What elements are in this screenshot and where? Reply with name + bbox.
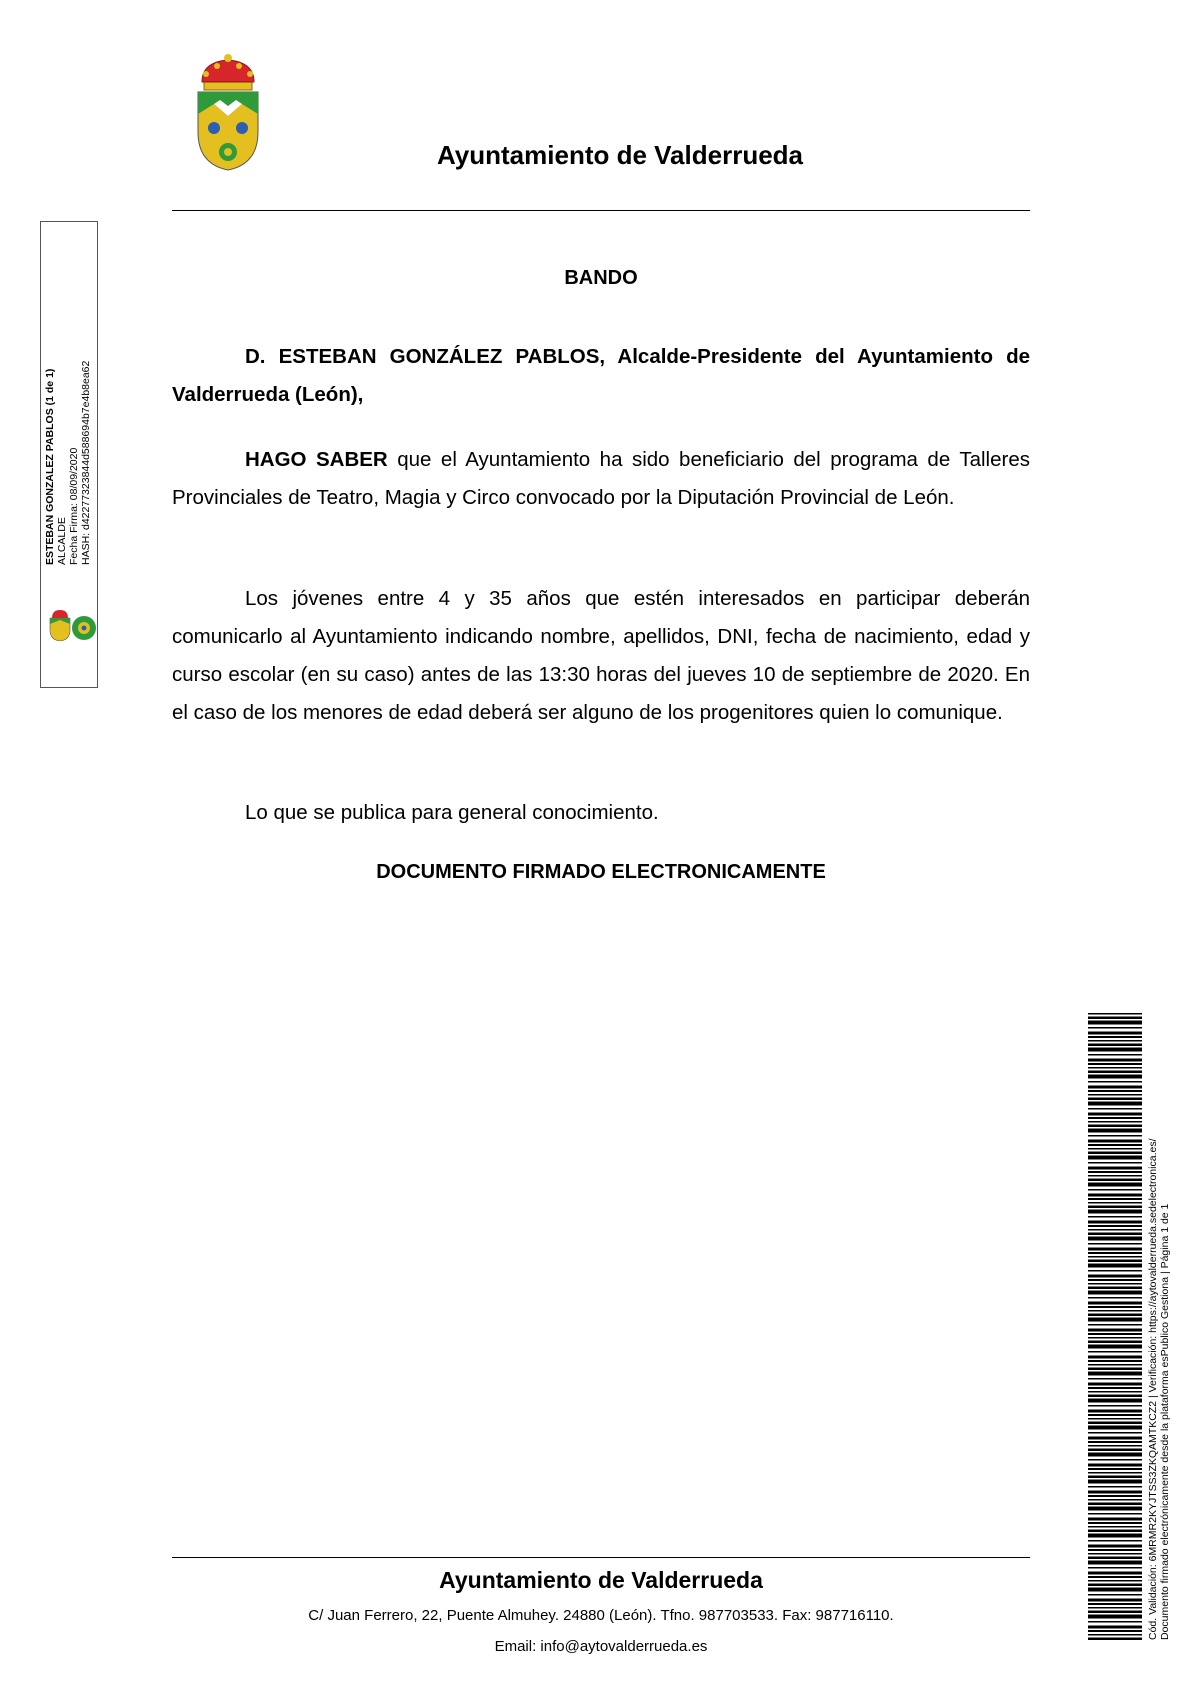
barcode-bar [1088,1291,1142,1295]
barcode-bar [1088,1513,1142,1515]
barcode-bar [1088,1225,1142,1227]
signature-date: Fecha Firma: 08/09/2020 [68,447,80,565]
signed-electronically-note: DOCUMENTO FIRMADO ELECTRONICAMENTE [376,861,826,883]
validation-code-line: Cód. Validación: 6MRMR2KYJTSS3ZKQAMTKCZ2 | Verificación: https://aytovalderrueda.sedelectronica.es/ [1147,1138,1159,1640]
barcode-bar [1088,1522,1142,1524]
barcode-bar [1088,1125,1142,1128]
barcode-bar [1088,1437,1142,1440]
barcode-bar [1088,1067,1142,1069]
footer-title: Ayuntamiento de Valderrueda [439,1567,763,1593]
barcode-bar [1088,1202,1142,1204]
barcode-bar [1088,1572,1142,1575]
barcode-bar [1088,1275,1142,1278]
barcode-bar [1088,1027,1142,1029]
barcode-bar [1088,1252,1142,1254]
barcode-bar [1088,1395,1142,1398]
barcode-bar [1088,1243,1142,1245]
barcode-bar [1088,1059,1142,1062]
signature-role: ALCALDE [56,517,68,565]
footer-address: C/ Juan Ferrero, 22, Puente Almuhey. 24880 (León). Tfno. 987703533. Fax: 987716110. [308,1607,894,1624]
barcode-bar [1088,1459,1142,1461]
barcode-bar [1088,1611,1142,1614]
barcode-bar [1088,1553,1142,1555]
barcode-bar [1088,1599,1142,1602]
header-title: Ayuntamiento de Valderrueda [436,140,804,170]
barcode-bar [1088,1576,1142,1578]
barcode-bar [1088,1094,1142,1096]
barcode-bar [1088,1032,1142,1035]
signature-stamp-text [44,305,92,565]
barcode-bar [1088,1189,1142,1191]
barcode-bar [1088,1418,1142,1420]
barcode-bar [1088,1081,1142,1083]
barcode-bar [1088,1162,1142,1164]
barcode-bar [1088,1279,1142,1281]
announcement-lead: HAGO SABER [245,448,388,471]
barcode-bar [1088,1391,1142,1393]
barcode-bar [1088,1054,1142,1056]
barcode-bar [1088,1603,1142,1605]
barcode-bar [1088,1086,1142,1089]
mayor-intro-text: D. ESTEBAN GONZÁLEZ PABLOS, Alcalde-Presidente del Ayuntamiento de Valderrueda (León), [172,345,1030,406]
barcode-bar [1088,1017,1142,1020]
barcode-bar [1088,1580,1142,1582]
barcode-bar [1088,1615,1142,1619]
participation-paragraph [172,580,1030,732]
barcode-bar [1088,1194,1142,1197]
header-divider [172,210,1030,211]
barcode-bar [1088,1156,1142,1160]
barcode-bar [1088,1410,1142,1413]
barcode-bar [1088,1152,1142,1155]
barcode-bar [1088,1594,1142,1596]
barcode-bar [1088,1638,1142,1641]
validation-text [1147,1040,1171,1640]
barcode-bar [1088,1036,1142,1038]
barcode-bar [1088,1071,1142,1074]
barcode-bar [1088,1144,1142,1146]
barcode-bar [1088,1256,1142,1258]
barcode-bar [1088,1530,1142,1533]
barcode-bar [1088,1621,1142,1623]
barcode-bar [1088,1090,1142,1092]
barcode-bar [1088,1491,1142,1494]
barcode-bar [1088,1229,1142,1231]
barcode-bar [1088,1472,1142,1474]
barcode-bar [1088,1426,1142,1430]
barcode-bar [1088,1206,1142,1209]
barcode-bar [1088,1503,1142,1506]
barcode-bar [1088,1297,1142,1299]
barcode-bar [1088,1260,1142,1263]
barcode-bar [1088,1013,1142,1015]
barcode-bar [1088,1476,1142,1479]
barcode-bar [1088,1626,1142,1629]
barcode-bar [1088,1102,1142,1106]
barcode-bar [1088,1351,1142,1353]
barcode-bar [1088,1063,1142,1065]
barcode-bar [1088,1499,1142,1501]
barcode-bar [1088,1441,1142,1443]
barcode-bar [1088,1449,1142,1452]
barcode-bar [1088,1135,1142,1137]
barcode-bar [1088,1171,1142,1173]
barcode-bar [1088,1518,1142,1521]
barcode-bar [1088,1534,1142,1538]
barcode-bar [1088,1432,1142,1434]
barcode-bar [1088,1341,1142,1344]
barcode-bar [1088,1117,1142,1119]
barcode-bar [1088,1287,1142,1290]
barcode-bar [1088,1356,1142,1359]
barcode-bar [1088,1179,1142,1182]
barcode-bar [1088,1302,1142,1305]
barcode-bar [1088,1405,1142,1407]
barcode-bar [1088,1545,1142,1548]
barcode-bar [1088,1210,1142,1214]
barcode-bar [1088,1237,1142,1241]
barcode-bar [1088,1283,1142,1285]
barcode-bar [1088,1148,1142,1150]
barcode-bar [1088,1557,1142,1560]
barcode-bar [1088,1075,1142,1079]
barcode-bar [1088,1318,1142,1322]
barcode-bar [1088,1264,1142,1268]
barcode-bar [1088,1368,1142,1371]
barcode-bar [1088,1121,1142,1123]
barcode-bar [1088,1333,1142,1335]
municipal-crest-logo [192,52,264,172]
barcode-bar [1088,1630,1142,1632]
barcode-bar [1088,1040,1142,1042]
barcode-bar [1088,1549,1142,1551]
barcode-bar [1088,1445,1142,1447]
barcode-bar [1088,1113,1142,1116]
signature-crest-icon [46,608,98,642]
barcode-bar [1088,1634,1142,1636]
barcode-bar [1088,1378,1142,1380]
barcode-bar [1088,1175,1142,1177]
barcode-bar [1088,1329,1142,1332]
barcode-bar [1088,1140,1142,1143]
announcement-text: que el Ayuntamiento ha sido beneficiario del programa de Talleres Provinciales de Teatro, Magia y Circo convocado por la Diputación Provincial de León. [172,448,1030,509]
barcode-bar [1088,1486,1142,1488]
publication-paragraph [172,794,1030,832]
barcode-bar [1088,1607,1142,1609]
participation-text: Los jóvenes entre 4 y 35 años que estén interesados en participar deberán comunicarlo al Ayuntamiento indicando nombre, apellidos, DNI, fecha de nacimiento, edad y curso escolar (en su caso) antes de las 13:30 horas del jueves 10 de septiembre de 2020. En el caso de los menores de edad deberá ser alguno de los progenitores quien lo comunique. [172,587,1030,724]
barcode-bar [1088,1129,1142,1133]
barcode-bar [1088,1108,1142,1110]
barcode-bar [1088,1183,1142,1187]
barcode-bar [1088,1310,1142,1312]
barcode-bar [1088,1314,1142,1317]
barcode-bar [1088,1044,1142,1047]
barcode-bar [1088,1387,1142,1389]
barcode-bar [1088,1216,1142,1218]
barcode-bar [1088,1345,1142,1349]
barcode-bar [1088,1414,1142,1416]
footer-email: Email: info@aytovalderrueda.es [494,1638,708,1655]
barcode-bar [1088,1324,1142,1326]
barcode-bar [1088,1098,1142,1101]
barcode-bar [1088,1561,1142,1565]
barcode-bar [1088,1540,1142,1542]
signature-signer: ESTEBAN GONZALEZ PABLOS (1 de 1) [44,368,56,565]
barcode-bar [1088,1383,1142,1386]
barcode-bar [1088,1221,1142,1224]
barcode-bar [1088,1248,1142,1251]
barcode-bar [1088,1495,1142,1497]
barcode-bar [1088,1270,1142,1272]
barcode-bar [1088,1480,1142,1484]
barcode-bar [1088,1399,1142,1403]
barcode-bar [1088,1167,1142,1170]
barcode-bar [1088,1422,1142,1425]
publication-text: Lo que se publica para general conocimiento. [245,801,659,824]
announcement-paragraph [172,441,1030,517]
barcode-bar [1088,1567,1142,1569]
footer-divider [172,1557,1030,1558]
barcode-bar [1088,1584,1142,1587]
barcode-bar [1088,1021,1142,1025]
barcode-bar [1088,1372,1142,1376]
barcode-bar [1088,1198,1142,1200]
barcode-bar [1088,1588,1142,1592]
barcode-bar [1088,1464,1142,1467]
document-heading: BANDO [564,267,638,289]
barcode-bar [1088,1233,1142,1236]
barcode-bar [1088,1306,1142,1308]
barcode-bar [1088,1360,1142,1362]
barcode-bar [1088,1364,1142,1366]
barcode-bar [1088,1507,1142,1511]
barcode-bar [1088,1048,1142,1052]
barcode-bar [1088,1453,1142,1457]
mayor-intro-paragraph [172,338,1030,414]
barcode-bar [1088,1468,1142,1470]
validation-barcode [1088,1013,1142,1640]
barcode-bar [1088,1337,1142,1339]
barcode-bar [1088,1526,1142,1528]
validation-platform-line: Documento firmado electrónicamente desde la plataforma esPublico Gestiona | Página 1 de 1 [1159,1203,1171,1640]
signature-hash: HASH: d42277323844d588694b7e4b8ea62 [80,360,92,565]
